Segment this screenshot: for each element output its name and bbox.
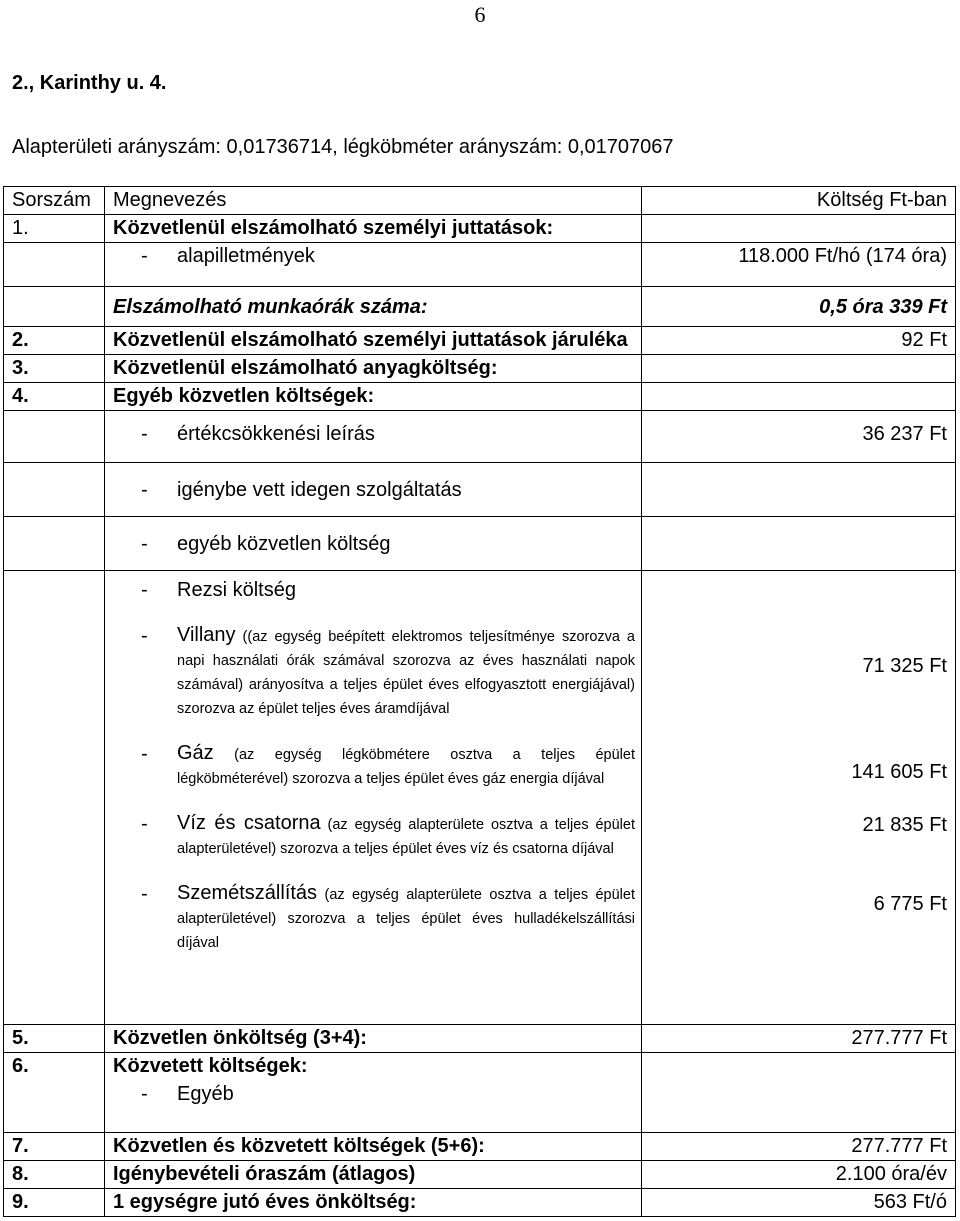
row-name: Elszámolható munkaórák száma: [105, 287, 642, 327]
row-number: 8. [4, 1161, 105, 1189]
gaz-description: (az egység légköbmétere osztva a teljes épület légköbméterével) szorozva a teljes épület éves gáz energia díjával [177, 747, 635, 787]
page-number: 6 [474, 2, 486, 27]
row-cost [642, 571, 956, 1025]
row-cost [642, 463, 956, 517]
row-cost: 36 237 Ft [642, 411, 956, 463]
row-name: Közvetlenül elszámolható személyi juttatások: [105, 215, 642, 243]
table-row [4, 215, 956, 243]
dash-marker: - [141, 883, 148, 905]
row-cost [642, 517, 956, 571]
row-cost [642, 383, 956, 411]
gaz-cost: 141 605 Ft [851, 761, 947, 783]
row-cost: 277.777 Ft [642, 1133, 956, 1161]
viz-label: Víz és csatorna [177, 812, 321, 834]
row-number: 9. [4, 1189, 105, 1217]
row-number: 7. [4, 1133, 105, 1161]
villany-item [113, 623, 635, 721]
table-row [4, 1189, 956, 1217]
gaz-text [177, 741, 635, 791]
viz-cost: 21 835 Ft [862, 814, 947, 836]
row-name [105, 463, 642, 517]
row-number [4, 287, 105, 327]
villany-cost: 71 325 Ft [862, 655, 947, 677]
row-cost: 118.000 Ft/hó (174 óra) [642, 243, 956, 287]
row-number: 6. [4, 1053, 105, 1081]
table-row-utilities [4, 571, 956, 1025]
row-number [4, 243, 105, 287]
row-cost [642, 1053, 956, 1081]
dash-marker: - [141, 579, 148, 601]
item-label: egyéb közvetlen költség [177, 532, 391, 555]
row-number [4, 517, 105, 571]
row-number: 5. [4, 1025, 105, 1053]
row-number [4, 463, 105, 517]
table-row [4, 327, 956, 355]
table-row [4, 383, 956, 411]
viz-item [113, 811, 635, 861]
row-number: 1. [4, 215, 105, 243]
ratio-line: Alapterületi arányszám: 0,01736714, légköbméter arányszám: 0,01707067 [12, 136, 674, 158]
szemet-item [113, 881, 635, 955]
row-name [105, 517, 642, 571]
szemet-description: (az egység alapterülete osztva a teljes épület alapterületével) szorozva a teljes épület éves hulladékelszállítási díjával [177, 887, 635, 951]
item-label: értékcsökkenési leírás [177, 423, 375, 445]
dash-marker: - [141, 532, 148, 555]
table-row [4, 355, 956, 383]
dash-marker: - [141, 423, 148, 445]
row-cost [642, 355, 956, 383]
table-row [4, 517, 956, 571]
header-name: Megnevezés [105, 187, 642, 215]
rezsi-item [113, 577, 635, 603]
row-number [4, 1081, 105, 1133]
gaz-label: Gáz [177, 742, 214, 764]
table-row [4, 1025, 956, 1053]
table-row [4, 1053, 956, 1081]
item-label: Rezsi költség [177, 579, 296, 601]
viz-description: (az egység alapterülete osztva a teljes épület alapterületével) szorozva a teljes épület éves víz és csatorna díjával [177, 817, 635, 857]
row-name [105, 1081, 642, 1133]
dash-marker: - [141, 743, 148, 765]
header-number: Sorszám [4, 187, 105, 215]
row-cost: 0,5 óra 339 Ft [642, 287, 956, 327]
row-cost: 2.100 óra/év [642, 1161, 956, 1189]
dash-marker: - [141, 625, 148, 647]
row-name: Egyéb közvetlen költségek: [105, 383, 642, 411]
address-heading: 2., Karinthy u. 4. [12, 72, 167, 94]
row-number: 4. [4, 383, 105, 411]
row-cost: 92 Ft [642, 327, 956, 355]
row-name: Közvetlenül elszámolható személyi juttatások járuléka [105, 327, 642, 355]
table-row [4, 1161, 956, 1189]
header-cost: Költség Ft-ban [642, 187, 956, 215]
dash-marker: - [141, 478, 148, 501]
table-row [4, 463, 956, 517]
table-row [4, 411, 956, 463]
szemet-label: Szemétszállítás [177, 882, 318, 904]
row-number [4, 571, 105, 1025]
row-number [4, 411, 105, 463]
viz-text [177, 811, 635, 861]
item-label: Egyéb [177, 1082, 234, 1105]
item-label: igénybe vett idegen szolgáltatás [177, 478, 462, 501]
row-name: Közvetett költségek: [105, 1053, 642, 1081]
row-name: Közvetlenül elszámolható anyagköltség: [105, 355, 642, 383]
table-row [4, 1081, 956, 1133]
gaz-item [113, 741, 635, 791]
cost-table [3, 186, 956, 1217]
row-cost: 277.777 Ft [642, 1025, 956, 1053]
table-header-row [4, 187, 956, 215]
row-cost [642, 1081, 956, 1133]
row-name: Közvetlen önköltség (3+4): [105, 1025, 642, 1053]
szemet-text [177, 881, 635, 955]
row-name [105, 243, 642, 287]
villany-description: ((az egység beépített elektromos teljesítménye szorozva a napi használati órák számával szorozva az éves használati napok számával) arányosítva a teljes épület éves elfogyasztott energiájával) szorozva az épület teljes éves áramdíjával [177, 629, 636, 717]
row-cost: 563 Ft/ó [642, 1189, 956, 1217]
table-row [4, 1133, 956, 1161]
dash-marker: - [141, 813, 148, 835]
row-name: 1 egységre jutó éves önköltség: [105, 1189, 642, 1217]
row-number: 3. [4, 355, 105, 383]
villany-text [177, 623, 635, 721]
row-name: Közvetlen és közvetett költségek (5+6): [105, 1133, 642, 1161]
table-row [4, 243, 956, 287]
szemet-cost: 6 775 Ft [873, 893, 947, 915]
table-row [4, 287, 956, 327]
dash-marker: - [141, 1082, 148, 1105]
villany-label: Villany [177, 624, 236, 646]
item-label: alapilletmények [177, 245, 315, 267]
row-name [105, 571, 642, 1025]
dash-marker: - [141, 245, 148, 267]
row-name [105, 411, 642, 463]
row-name: Igénybevételi óraszám (átlagos) [105, 1161, 642, 1189]
row-cost [642, 215, 956, 243]
row-number: 2. [4, 327, 105, 355]
